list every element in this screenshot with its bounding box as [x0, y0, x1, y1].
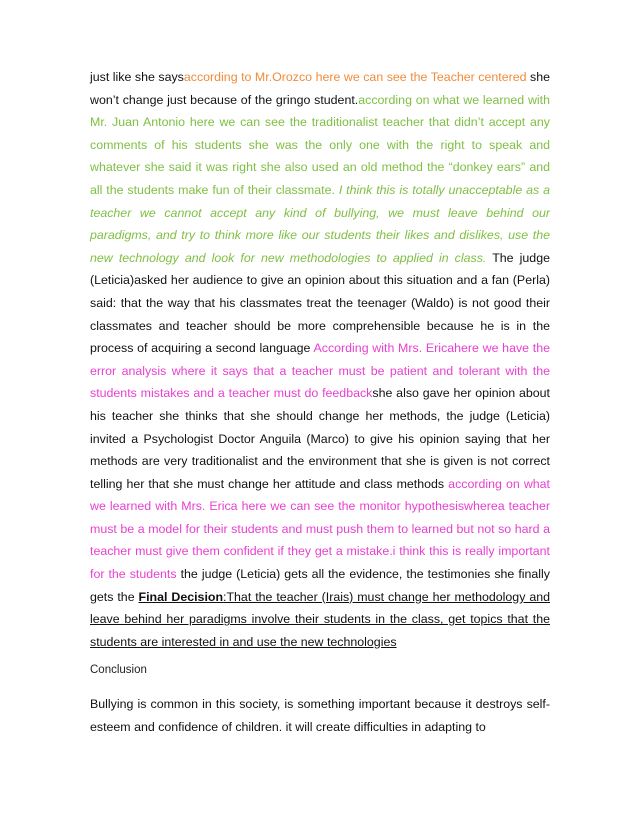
text-judge-audience: The judge (Leticia)asked her audience to give an opinion about this situation and a fan (Perla) said: that the way that his classmates treat the teenager (Waldo) is not good their classmates and teacher should be more comprehensible because he is in the process of acquiring a second language	[90, 250, 550, 356]
text-gringo: she won’t change just because of the gringo student.	[90, 70, 551, 107]
text-psychologist: she also gave her opinion about his teacher she thinks that she should change her methods, the judge (Leticia) invited a Psychologist Doctor Anguila (Marco) to give his opinion saying that her methods are very traditionalist and the environment that she is given is not correct telling her that she must change her attitude and class methods	[90, 386, 550, 491]
text-evidence: the judge (Leticia) gets all the evidence, the testimonies she finally gets the	[90, 567, 550, 604]
orozco-reference: according to Mr.Orozco here we can see the Teacher centered	[183, 70, 527, 84]
erica-monitor-hypothesis: according on what we learned with Mrs. Erica here we can see the monitor hypothesiswherea teacher must be a model for their students and must push them to learned but not so hard a teacher must give them confident if they get a mistake.i think this is really important for the students	[90, 476, 550, 582]
conclusion-heading: Conclusion	[90, 664, 147, 676]
erica-error-analysis: According with Mrs. Ericahere we have the error analysis where it says that a teacher must be patient and tolerant with the students mistakes and a teacher must do feedback	[90, 341, 550, 401]
conclusion-paragraph: Bullying is common in this society, is something important because it destroys self-esteem and confidence of children. it will create difficulties in adapting to	[90, 697, 550, 734]
opinion-italic: I think this is totally unacceptable as a teacher we cannot accept any kind of bullying, we must leave behind our paradigms, and try to think more like our students their likes and dislikes, use the new technology and look for new methodologies to applied in class.	[90, 182, 550, 265]
juan-antonio-reference: according on what we learned with Mr. Juan Antonio here we can see the traditionalist teacher that didn’t accept any comments of his students she was the only one with the right to speak and whatever she said it was right she also used an old method the “donkey ears” and all the students make fun of their classmate.	[90, 92, 551, 197]
final-decision-label: Final Decision	[138, 589, 224, 604]
text-intro: just like she says	[90, 70, 184, 84]
final-decision-text: :That the teacher (Irais) must change her methodology and leave behind her paradigms involve their students in the class, get topics that the students are interested in and use the new technologies	[90, 589, 551, 649]
main-paragraph	[90, 66, 550, 653]
